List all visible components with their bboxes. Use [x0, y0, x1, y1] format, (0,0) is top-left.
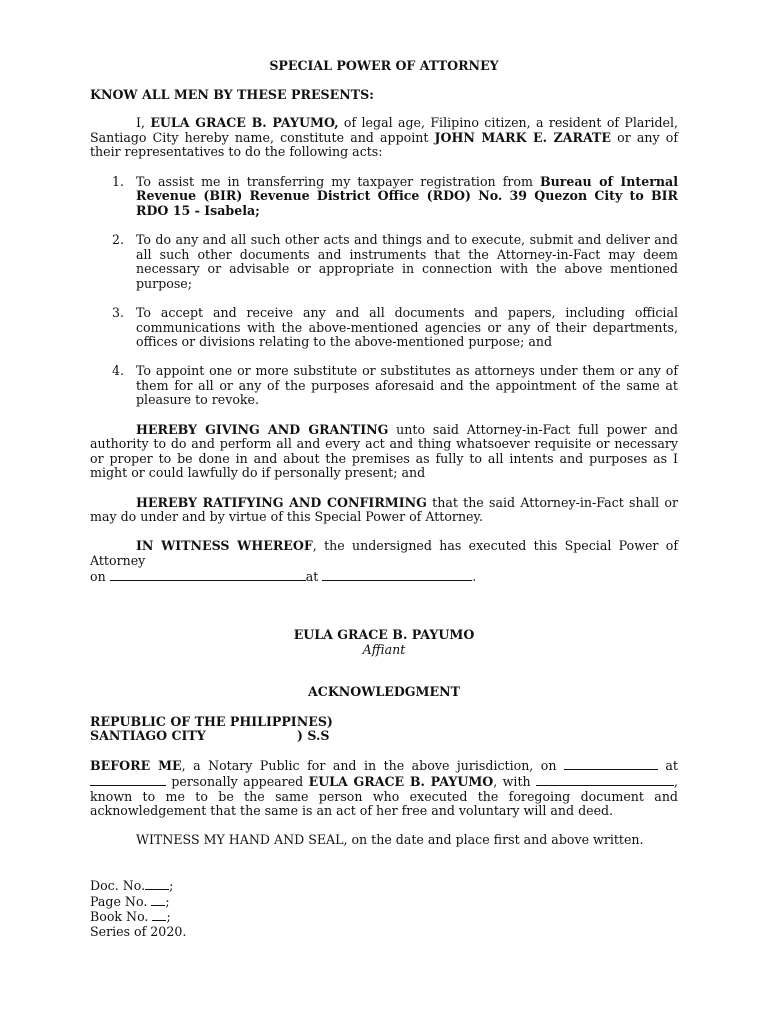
opening-paragraph	[90, 116, 678, 160]
ack-rest-text: known to me to be the same person who executed the foregoing document and acknowledgement that the same is an act of her free and voluntary will and deed.	[90, 788, 678, 819]
list-item	[90, 364, 678, 408]
ack-date-blank[interactable]	[564, 758, 658, 770]
list-text: To accept and receive any and all documents and papers, including official communications with the above-mentioned agencies or any of their departments, offices or divisions relating to the above-mentioned purpose; and	[136, 304, 678, 350]
with-text: , with	[493, 773, 536, 789]
book-no-blank[interactable]	[152, 909, 166, 921]
list-number: 1.	[112, 173, 125, 189]
before-me-paragraph	[90, 758, 678, 818]
list-item	[90, 306, 678, 350]
giving-bold: HEREBY GIVING AND GRANTING	[136, 421, 389, 437]
witness-whereof-line	[90, 569, 678, 585]
doc-no-line	[90, 878, 678, 894]
document-body	[90, 59, 678, 939]
series-line: Series of 2020.	[90, 923, 187, 939]
witness-whereof-text: , the undersigned has executed this Special Power of Attorney	[90, 538, 678, 568]
at-label: at	[305, 568, 323, 584]
venue-line-1: REPUBLIC OF THE PHILIPPINES)	[90, 713, 333, 729]
book-no-label: Book No.	[90, 909, 153, 925]
giving-paragraph	[90, 423, 678, 481]
before-me-text: , a Notary Public for and in the above jurisdiction, on	[181, 758, 564, 774]
witness-whereof-paragraph	[90, 539, 678, 568]
place-blank[interactable]	[322, 569, 472, 581]
doc-no-label: Doc. No.	[90, 877, 146, 893]
ratifying-paragraph	[90, 496, 678, 525]
ratifying-bold: HEREBY RATIFYING AND CONFIRMING	[136, 494, 427, 510]
list-number: 2.	[112, 231, 125, 247]
signature-block	[90, 628, 678, 657]
before-me-bold: BEFORE ME	[90, 758, 182, 774]
appeared-text: personally appeared	[166, 773, 309, 789]
list-number: 4.	[112, 363, 125, 379]
signatory-role: Affiant	[362, 641, 406, 657]
comma: ,	[673, 773, 678, 789]
opening-text-1: I,	[136, 115, 151, 131]
ack-name: EULA GRACE B. PAYUMO	[308, 773, 494, 789]
opening-text-2: of legal age, Filipino citizen, a resident of Plaridel, Santiago City hereby name, constitute and appoint	[90, 115, 679, 145]
ratifying-text: that the said Attorney-in-Fact shall or may do under and by virtue of this Special Power of Attorney.	[90, 494, 678, 525]
witness-whereof-bold: IN WITNESS WHEREOF	[136, 538, 313, 554]
semicolon: ;	[169, 877, 174, 893]
period: .	[472, 568, 477, 584]
intro-heading: KNOW ALL MEN BY THESE PRESENTS:	[90, 86, 374, 102]
semicolon: ;	[165, 893, 170, 909]
opening-text-3: or any of their representatives to do the following acts:	[90, 129, 678, 160]
list-text: To assist me in transferring my taxpayer registration from	[136, 173, 540, 189]
venue-block	[90, 715, 678, 744]
ack-place-blank[interactable]	[90, 774, 166, 786]
page-no-line	[90, 894, 678, 910]
witness-hand-seal: WITNESS MY HAND AND SEAL, on the date and place first and above written.	[136, 832, 644, 848]
document-title: SPECIAL POWER OF ATTORNEY	[269, 58, 499, 73]
venue-city: SANTIAGO CITY	[90, 728, 206, 744]
giving-text: unto said Attorney-in-Fact full power and authority to do and perform all and every act and thing whatsoever requisite or necessary or proper to be done in and about the premises as fully to all intents and purposes as I might or could lawfully do if personally present; and	[90, 421, 678, 481]
book-no-line	[90, 909, 678, 925]
venue-ss: ) S.S	[297, 728, 330, 744]
principal-name: EULA GRACE B. PAYUMO,	[150, 115, 339, 131]
date-blank[interactable]	[110, 569, 306, 581]
ack-at-label: at	[657, 758, 678, 774]
list-text: To appoint one or more substitute or substitutes as attorneys under them or any of them for all or any of the purposes aforesaid and the appointment of the same at pleasure to revoke.	[136, 363, 678, 408]
signatory-name: EULA GRACE B. PAYUMO	[293, 627, 475, 643]
on-label: on	[90, 568, 110, 584]
page-no-label: Page No.	[90, 893, 152, 909]
list-bold-text: Bureau of Internal Revenue (BIR) Revenue District Office (RDO) No. 39 Quezon City to BIR RDO 15 - Isabela;	[136, 173, 679, 218]
list-item	[90, 175, 678, 219]
semicolon: ;	[166, 909, 171, 925]
doc-no-blank[interactable]	[145, 878, 169, 890]
venue-line-2	[90, 729, 678, 744]
attorney-name: JOHN MARK E. ZARATE	[434, 129, 612, 145]
list-item	[90, 233, 678, 291]
list-number: 3.	[112, 304, 125, 320]
list-text: To do any and all such other acts and things and to execute, submit and deliver and all such other documents and instruments that the Attorney-in-Fact may deem necessary or advisable or appropriate in connection with the above mentioned purpose;	[136, 231, 678, 291]
acknowledgment-title: ACKNOWLEDGMENT	[308, 684, 460, 700]
notarial-register	[90, 878, 678, 939]
page-no-blank[interactable]	[151, 894, 165, 906]
id-blank[interactable]	[536, 774, 674, 786]
acts-list	[90, 175, 678, 409]
